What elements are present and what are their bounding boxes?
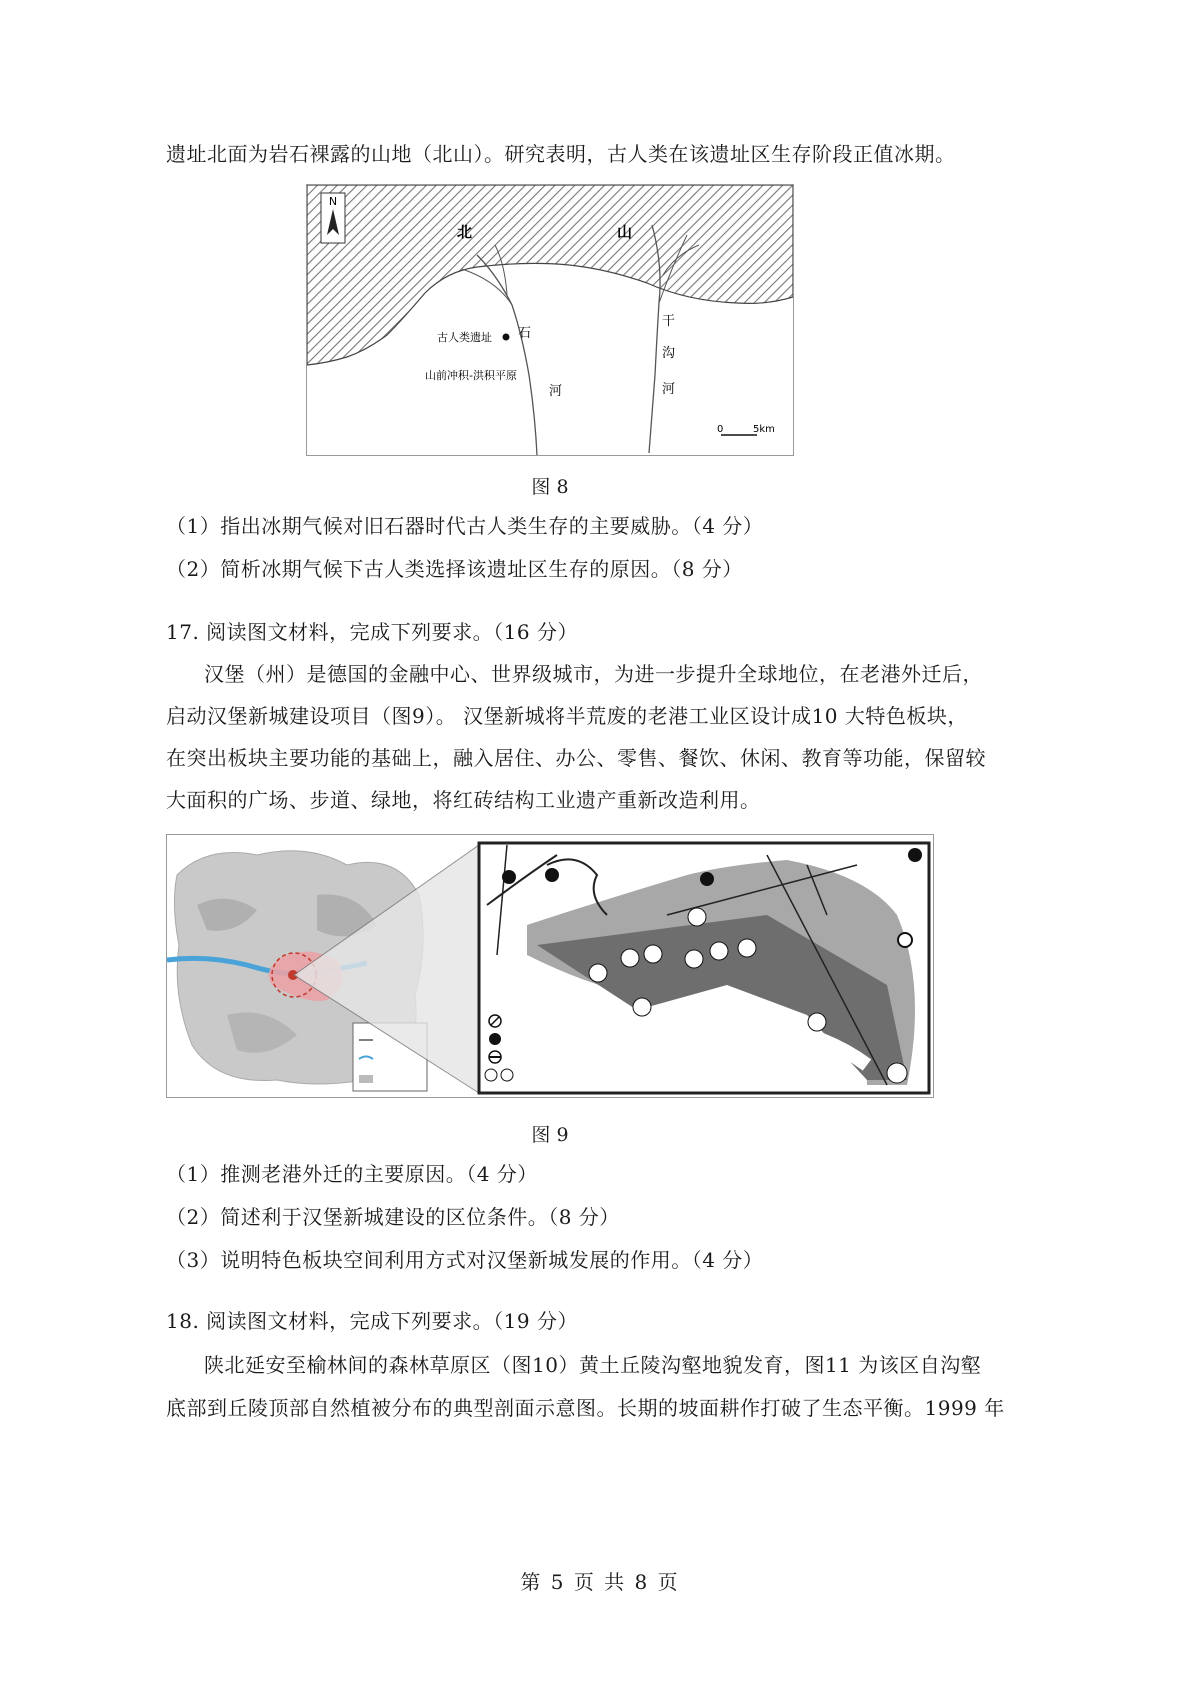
q17-para-line-3: 在突出板块主要功能的基础上，融入居住、办公、零售、餐饮、休闲、教育等功能，保留较 [166, 746, 986, 770]
q17-sub2: （2）简述利于汉堡新城建设的区位条件。（8 分） [166, 1205, 620, 1229]
q17-para-line-2: 启动汉堡新城建设项目（图9）。 汉堡新城将半荒废的老港工业区设计成10 大特色板块， [166, 704, 968, 728]
river1-char2: 河 [549, 384, 563, 399]
mountain-label-2: 山 [617, 223, 633, 241]
q17-sub1: （1）推测老港外迁的主要原因。（4 分） [166, 1162, 538, 1186]
intro-line: 遗址北面为岩石裸露的山地（北山）。研究表明，古人类在该遗址区生存阶段正值冰期。 [166, 142, 956, 166]
q18-para-line-2: 底部到丘陵顶部自然植被分布的典型剖面示意图。长期的坡面耕作打破了生态平衡。1999 年 [166, 1396, 1005, 1420]
metro-station-icon [908, 848, 922, 862]
scale-zero: 0 [717, 424, 724, 435]
figure-9 [166, 834, 934, 1098]
river2-char1: 干 [662, 314, 676, 329]
plain-label: 山前冲积-洪积平原 [425, 369, 517, 382]
river1-char1: 石 [518, 326, 532, 341]
metro-station-icon [502, 870, 516, 884]
figure-8 [306, 184, 794, 456]
hafencity-detail-map [479, 843, 929, 1093]
shi-river [477, 255, 537, 455]
figure-9-caption: 图 9 [531, 1124, 569, 1146]
q16-sub2: （2）简析冰期气候下古人类选择该遗址区生存的原因。（8 分） [166, 557, 743, 581]
mountain-label-1: 北 [457, 223, 473, 241]
page-footer: 第 5 页 共 8 页 [520, 1570, 680, 1594]
figure-8-caption: 图 8 [531, 476, 569, 498]
q17-para-line-1: 汉堡（州）是德国的金融中心、世界级城市，为进一步提升全球地位，在老港外迁后， [204, 662, 983, 686]
q17-sub3: （3）说明特色板块空间利用方式对汉堡新城发展的作用。（4 分） [166, 1248, 764, 1272]
bus-stop-icon [898, 933, 912, 947]
river2-char2: 沟 [662, 346, 676, 361]
q16-sub1: （1）指出冰期气候对旧石器时代古人类生存的主要威胁。（4 分） [166, 514, 764, 538]
scale-length: 5km [753, 424, 775, 435]
north-label: N [328, 195, 338, 208]
q18-header: 18. 阅读图文材料，完成下列要求。（19 分） [166, 1309, 578, 1333]
river2-char3: 河 [662, 382, 676, 397]
q17-header: 17. 阅读图文材料，完成下列要求。（16 分） [166, 620, 578, 644]
site-label: 古人类遗址 [437, 331, 492, 344]
north-mountain-area [307, 185, 793, 365]
metro-station-icon [545, 868, 559, 882]
q17-para-line-4: 大面积的广场、步道、绿地，将红砖结构工业遗产重新改造利用。 [166, 788, 761, 812]
metro-station-icon [700, 872, 714, 886]
q18-para-line-1: 陕北延安至榆林间的森林草原区（图10）黄土丘陵沟壑地貌发育，图11 为该区自沟壑 [204, 1353, 982, 1377]
site-dot [503, 334, 510, 341]
